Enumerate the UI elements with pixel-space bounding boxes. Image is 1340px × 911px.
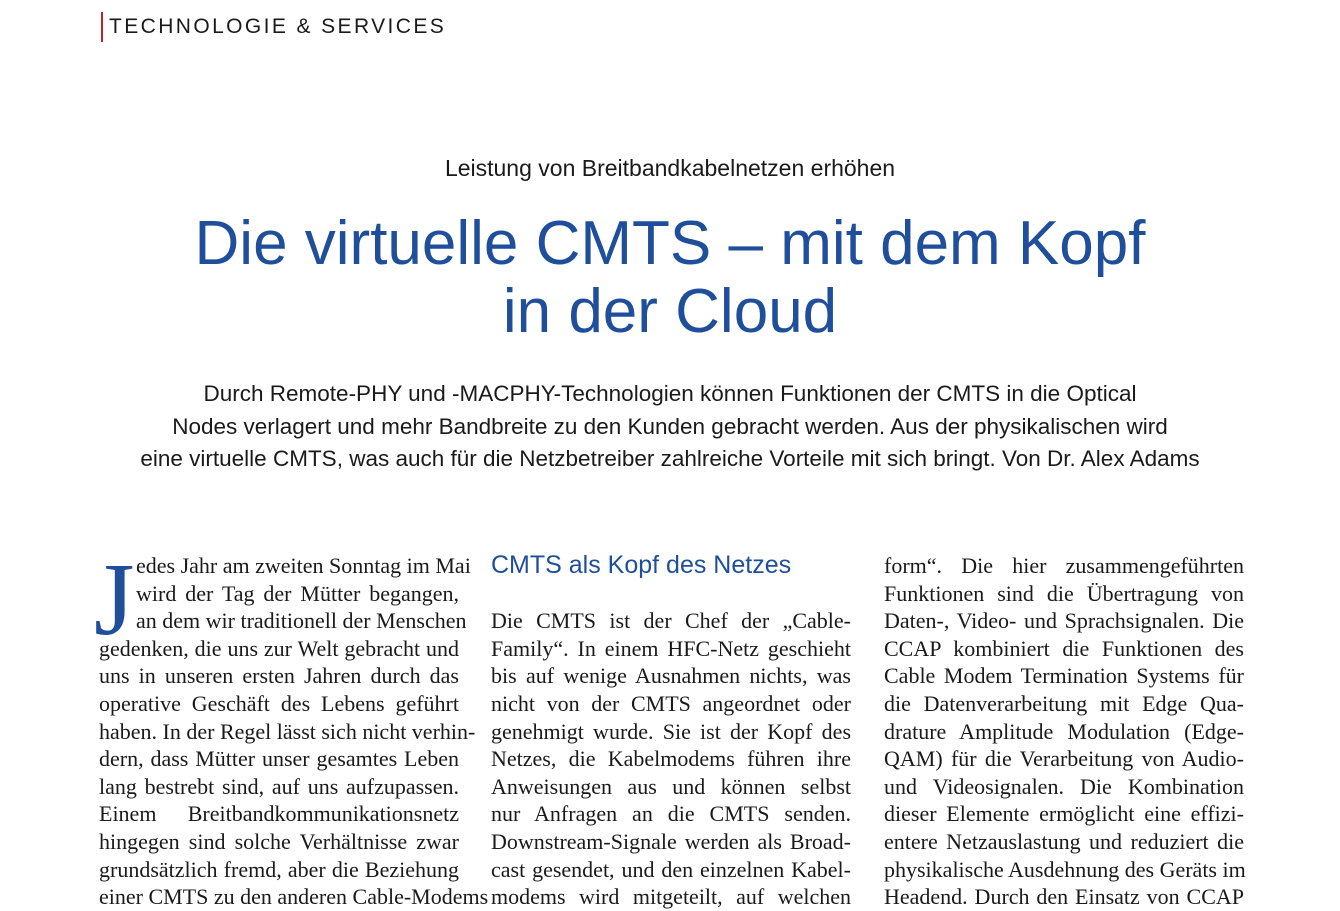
body-line: hingegen sind solche Verhältnisse zwar xyxy=(99,828,459,854)
body-line: wird der Tag der Mütter begangen, xyxy=(136,580,459,606)
body-line: drature Amplitude Modulation (Edge- xyxy=(884,718,1244,744)
body-line: an dem wir traditionell der Menschen xyxy=(136,608,467,634)
body-line: haben. In der Regel lässt sich nicht verhin- xyxy=(99,718,476,744)
article-lead xyxy=(0,378,1340,476)
body-line: Funktionen sind die Übertragung von xyxy=(884,580,1244,606)
body-line: cast gesendet, und den einzelnen Kabel- xyxy=(491,856,851,882)
body-line: physikalische Ausdehnung des Geräts im xyxy=(884,856,1246,882)
body-line: dieser Elemente ermöglicht eine effizi- xyxy=(884,801,1244,827)
body-column-3 xyxy=(884,552,1244,911)
drop-cap: J xyxy=(94,542,135,657)
lead-line: eine virtuelle CMTS, was auch für die Netzbetreiber zahlreiche Vorteile mit sich bringt. Von Dr. Alex Adams xyxy=(140,446,1200,471)
title-line-1: Die virtuelle CMTS – mit dem Kopf xyxy=(194,209,1146,278)
section-header: TECHNOLOGIE & SERVICES xyxy=(101,12,446,42)
body-line: Downstream-Signale werden als Broad- xyxy=(491,828,851,854)
body-line: form“. Die hier zusammengeführten xyxy=(884,553,1244,578)
column-subheading: CMTS als Kopf des Netzes xyxy=(491,551,792,579)
body-line: einer CMTS zu den anderen Cable-Modems xyxy=(99,884,489,910)
body-line: bis auf wenige Ausnahmen nichts, was xyxy=(491,663,851,689)
body-line: CCAP kombiniert die Funktionen des xyxy=(884,635,1244,661)
body-line: Anweisungen aus und können selbst xyxy=(491,773,851,799)
article-title xyxy=(0,210,1340,346)
body-line: die Datenverarbeitung mit Edge Qua- xyxy=(884,690,1244,716)
body-line: Cable Modem Termination Systems für xyxy=(884,663,1244,689)
body-line: nur Anfragen an die CMTS senden. xyxy=(491,801,851,827)
body-line: entere Netzauslastung und reduziert die xyxy=(884,828,1244,854)
body-line: lang bestrebt sind, auf uns aufzupassen. xyxy=(99,773,459,799)
body-column-1 xyxy=(99,552,489,911)
body-line: Family“. In einem HFC-Netz geschieht xyxy=(491,635,851,661)
body-line: Daten-, Video- und Sprachsignalen. Die xyxy=(884,608,1244,634)
body-line: QAM) für die Verarbeitung von Audio- xyxy=(884,746,1244,772)
body-column-2 xyxy=(491,552,851,911)
body-line: genehmigt wurde. Sie ist der Kopf des xyxy=(491,718,851,744)
title-line-2: in der Cloud xyxy=(502,277,838,346)
body-line: uns in unseren ersten Jahren durch das xyxy=(99,663,459,689)
article-kicker: Leistung von Breitbandkabelnetzen erhöhen xyxy=(444,155,896,181)
body-line: und Videosignalen. Die Kombination xyxy=(884,773,1244,799)
body-line: Die CMTS ist der Chef der „Cable- xyxy=(491,608,851,634)
body-line: Headend. Durch den Einsatz von CCAP xyxy=(884,884,1244,910)
body-line: gedenken, die uns zur Welt gebracht und xyxy=(99,635,459,661)
body-line: Einem Breitbandkommunikationsnetz xyxy=(99,801,459,827)
body-line: nicht von der CMTS angeordnet oder xyxy=(491,690,851,716)
body-line: Netzes, die Kabelmodems führen ihre xyxy=(491,746,851,772)
body-line: modems wird mitgeteilt, auf welchen xyxy=(491,884,851,910)
lead-line: Durch Remote-PHY und -MACPHY-Technologien können Funktionen der CMTS in die Optical xyxy=(203,381,1137,406)
body-line: edes Jahr am zweiten Sonntag im Mai xyxy=(136,553,471,578)
body-line: dern, dass Mütter unser gesamtes Leben xyxy=(99,746,459,772)
body-line: grundsätzlich fremd, aber die Beziehung xyxy=(99,856,459,882)
lead-line: Nodes verlagert und mehr Bandbreite zu den Kunden gebracht werden. Aus der physikalischen wird xyxy=(172,413,1168,439)
body-line: operative Geschäft des Lebens geführt xyxy=(99,690,459,716)
